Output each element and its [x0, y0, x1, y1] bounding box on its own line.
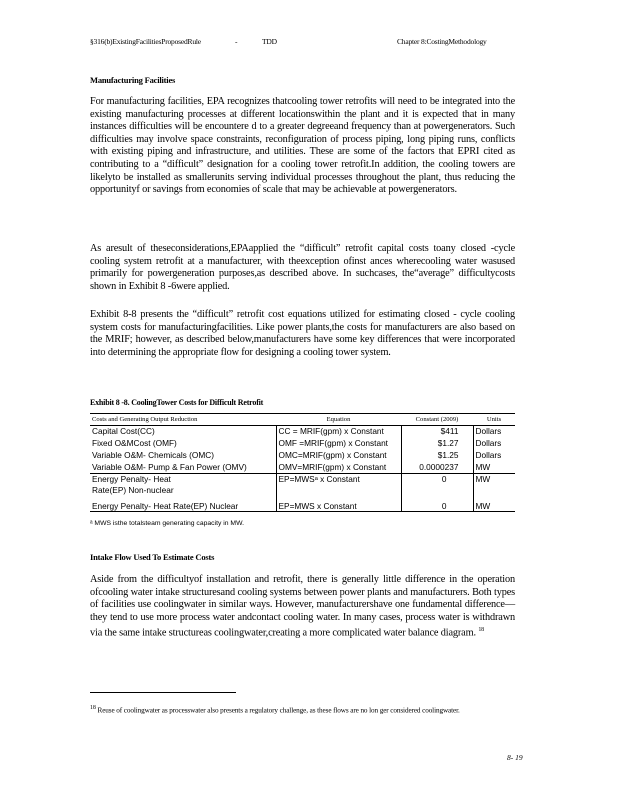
- footnote-marker: 18: [90, 705, 96, 711]
- row-equation: CC = MRIF(gpm) x Constant: [276, 426, 401, 438]
- running-header-right: Chapter 8:CostingMethodology: [397, 37, 487, 46]
- table-row: [90, 474, 515, 498]
- row-label: Capital Cost(CC): [90, 426, 276, 438]
- row-label: Energy Penalty- Heat Rate(EP) Nuclear: [90, 498, 276, 512]
- row-units: MW: [473, 498, 515, 512]
- exhibit-title: Exhibit 8 -8. CoolingTower Costs for Difficult Retrofit: [90, 398, 264, 407]
- column-header: Equation: [276, 414, 401, 426]
- running-header-center: TDD: [262, 37, 277, 46]
- footnote: [90, 703, 515, 715]
- row-units: MW: [475, 461, 491, 472]
- row-label: Fixed O&MCost (OMF): [90, 438, 276, 450]
- row-label: Variable O&M- Chemicals (OMC): [90, 450, 276, 462]
- running-header-left: §316(b)ExistingFacilitiesProposedRule: [90, 37, 201, 46]
- row-constant: 0: [401, 474, 473, 498]
- column-header: Constant (2009): [401, 414, 473, 426]
- table-header-row: [90, 414, 515, 426]
- paragraph-manufacturing-difficulties: For manufacturing facilities, EPA recognizes thatcooling tower retrofits will need to be integrated into the existing manufacturing processes at different locationswithin the plant and it is expected that in many instances difficulties will be encountere d to a greater degreeand frequency than at powergenerators. Such difficulties may involve space constraints, reconfiguration of process piping, long piping runs, conflicts with existing piping and infrastructure, and utilities. These are some of the factors that EPRI cited as contributing to a “difficult” designation for a cooling tower retrofit.In addition, the cooling towers are likelyto be installed as smallerunits serving individual processes throughout the plant, thus reducing the opportunityf or savings from economies of scale that may be achievable at powergenerators.: [90, 96, 515, 196]
- row-constant: $1.25: [401, 450, 473, 462]
- row-equation: OMV=MRIF(gpm) x Constant: [276, 462, 401, 474]
- row-label: Energy Penalty- Heat Rate(EP) Non-nuclear: [90, 474, 276, 498]
- row-equation: OMF =MRIF(gpm) x Constant: [276, 438, 401, 450]
- row-units: Dollars: [475, 449, 502, 460]
- table-row: [90, 426, 515, 438]
- paragraph-exhibit-intro: Exhibit 8-8 presents the “difficult” retrofit cost equations utilized for estimating closed - cycle cooling system costs for manufacturingfacilities. Like power plants,the costs for manufacturers are also based on the MRIF; however, as described below,manufacturers have some key differences that were incorporated into determining the appropriate flow for designing a cooling tower system.: [90, 309, 515, 358]
- table-row: [90, 462, 515, 474]
- row-units: MW: [473, 474, 515, 498]
- column-header: Units: [473, 414, 515, 426]
- footnote-text: Reuse of coolingwater as processwater also presents a regulatory challenge, as these flows are no lon ger considered coolingwater.: [97, 706, 460, 715]
- cost-equation-table: [90, 413, 515, 512]
- paragraph-intake-flow-text: Aside from the difficultyof installation and retrofit, there is generally little difference in the operation ofcooling water intake structuresand cooling systems between power plants and manufacturers. Both types of facilities use coolingwater in similar ways. However, manufacturershave one fundamental difference—they tend to use more process water andcontact cooling water. In many cases, process water is withdrawn via the same intake structureas coolingwater,creating a more complicated water balance diagram.: [90, 574, 515, 639]
- running-header-dash: -: [235, 37, 238, 46]
- table-row: [90, 438, 515, 450]
- table-row: [90, 498, 515, 512]
- row-equation: EP=MWSᵃ x Constant: [276, 474, 401, 498]
- row-constant: 0.0000237: [401, 462, 473, 474]
- table-row: [90, 450, 515, 462]
- footnote-divider: [90, 692, 236, 693]
- row-units: Dollars: [475, 426, 502, 436]
- column-header: Costs and Generating Output Reduction: [90, 414, 276, 426]
- footnote-reference[interactable]: 18: [478, 627, 485, 634]
- row-equation: EP=MWS x Constant: [276, 498, 401, 512]
- table-footnote: ᵃ MWS isthe totalsteam generating capacity in MW.: [90, 520, 245, 527]
- paragraph-intake-flow: [90, 574, 515, 640]
- section-heading-intake-flow: Intake Flow Used To Estimate Costs: [90, 552, 215, 562]
- paragraph-difficult-costs-applied: As aresult of theseconsiderations,EPAapplied the “difficult” retrofit capital costs toany closed -cycle cooling system retrofit at a manufacturer, with theexception ofinst ances wherecooling water wasused primarily for powergeneration purposes,as described above. In suchcases, the“average” difficultycosts shown in Exhibit 8 -6were applied.: [90, 243, 515, 292]
- row-label: Variable O&M- Pump & Fan Power (OMV): [90, 462, 276, 474]
- row-constant: 0: [401, 498, 473, 512]
- row-equation: OMC=MRIF(gpm) x Constant: [276, 450, 401, 462]
- row-constant: $411: [401, 426, 473, 438]
- section-heading-manufacturing: Manufacturing Facilities: [90, 75, 176, 85]
- page-number: 8- 19: [507, 753, 523, 762]
- row-units: Dollars: [475, 437, 502, 448]
- row-constant: $1.27: [401, 438, 473, 450]
